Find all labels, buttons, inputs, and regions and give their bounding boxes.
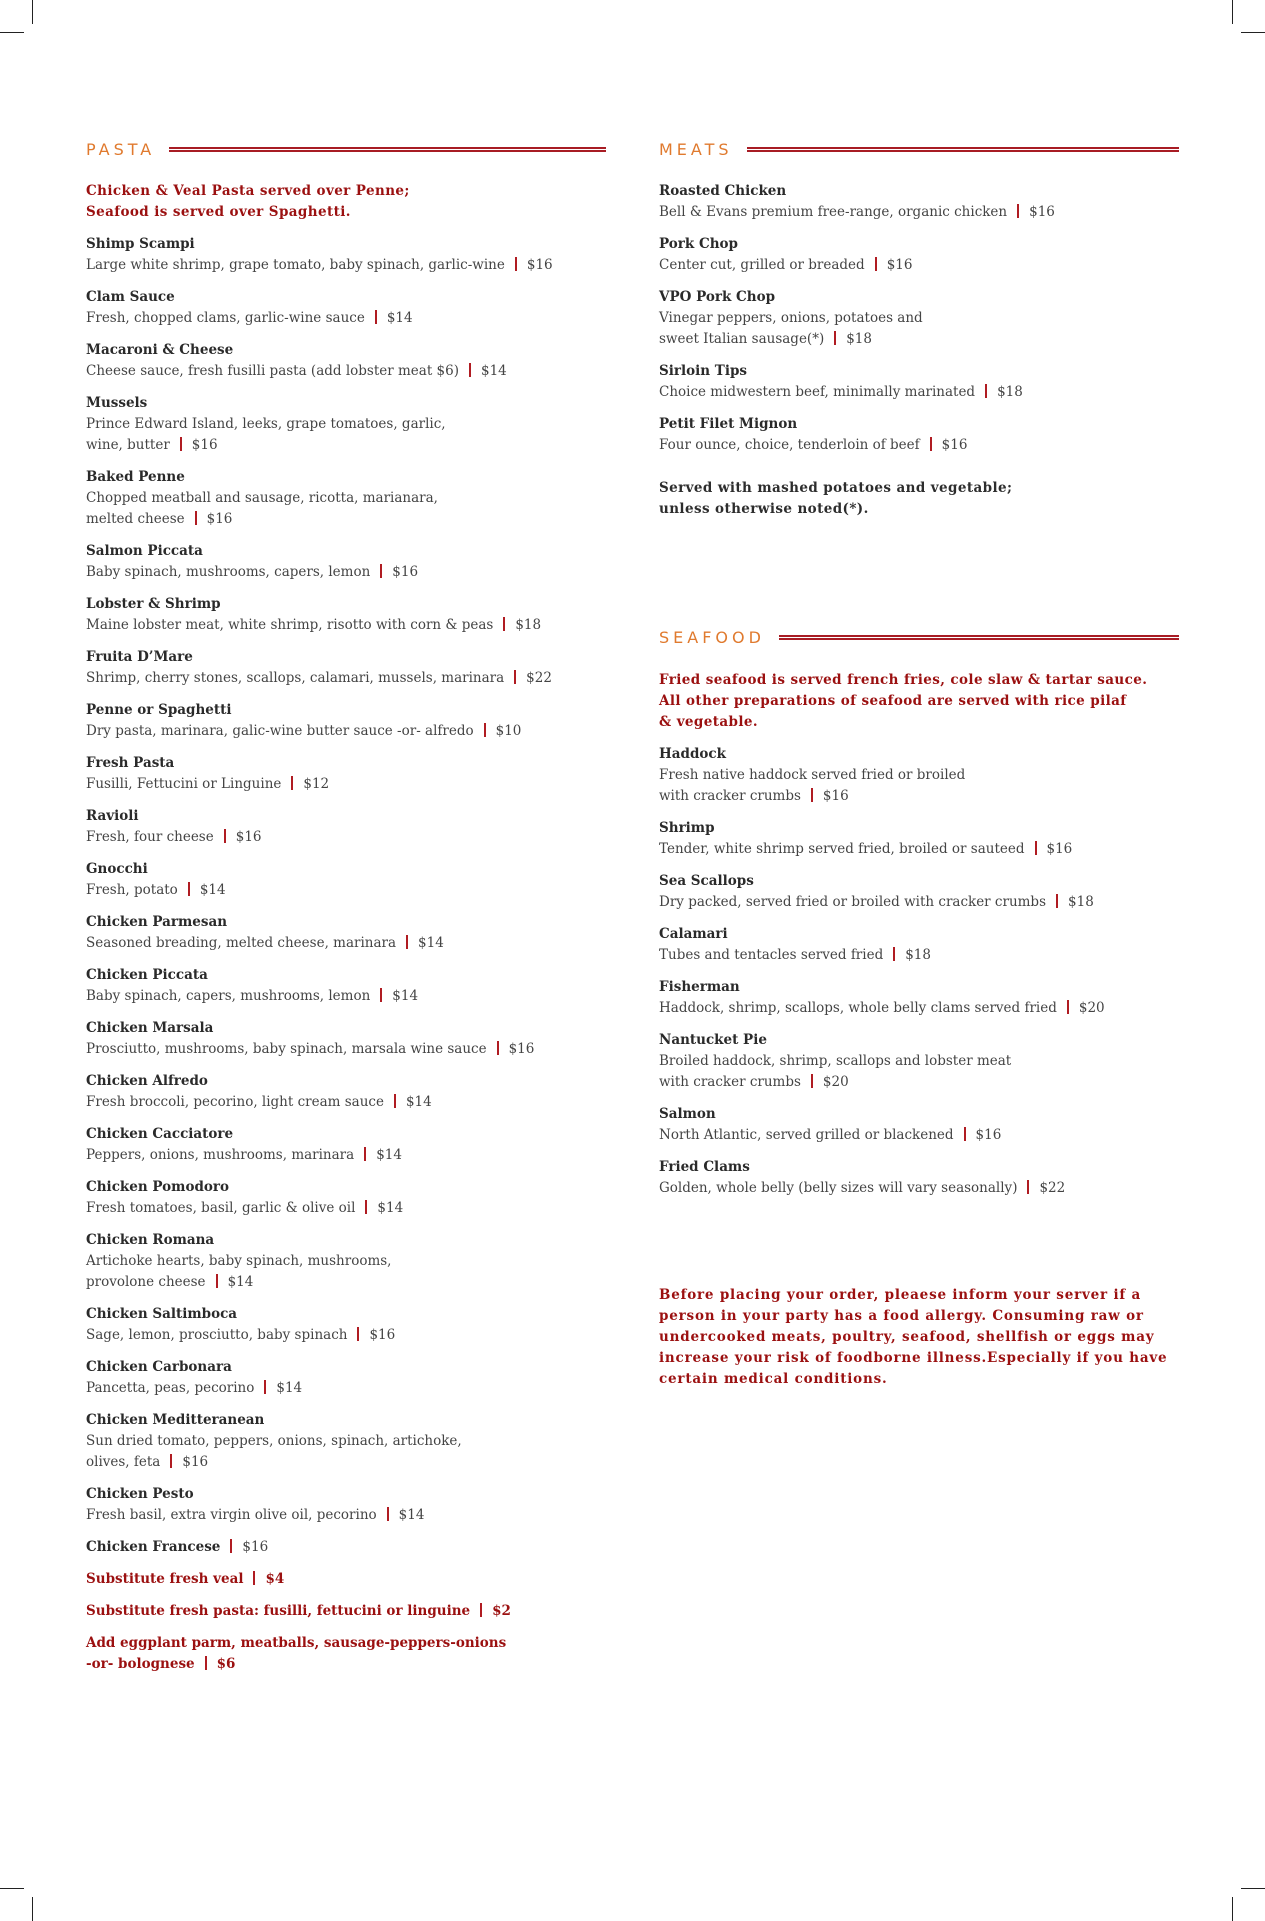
item-description-text: wine, butter xyxy=(86,437,170,453)
item-description xyxy=(659,1051,1179,1072)
item-description-text: melted cheese xyxy=(86,511,185,527)
item-description-text: Choice midwestern beef, minimally marinated xyxy=(659,384,976,400)
menu-item xyxy=(86,234,606,276)
allergy-notice: Before placing your order, pleaese inform your server if a person in your party has a food allergy. Consuming raw or undercooked meats, poultry, seafood, shellfish or eggs may increase your risk of foodborne illness.Especially if you have certain medical conditions. xyxy=(659,1287,1168,1387)
menu-item xyxy=(86,965,606,1007)
meats-header xyxy=(659,140,1179,159)
item-description xyxy=(86,1452,606,1473)
price-divider xyxy=(205,1656,207,1670)
price-divider xyxy=(188,882,190,896)
pasta-rule xyxy=(169,147,606,152)
item-description xyxy=(659,329,1179,350)
item-description xyxy=(86,1505,606,1526)
menu-item xyxy=(86,1071,606,1113)
item-name: Chicken Romana xyxy=(86,1232,215,1248)
menu-item xyxy=(659,924,1179,966)
item-price: $18 xyxy=(846,331,872,347)
item-price: $16 xyxy=(975,1127,1002,1143)
item-name: Fried Clams xyxy=(659,1159,750,1175)
menu-item xyxy=(659,361,1179,403)
item-price: $22 xyxy=(1039,1180,1066,1196)
pasta-extra-text: Substitute fresh pasta: fusilli, fettucini or linguine xyxy=(86,1603,471,1619)
item-description-text: Fresh tomatoes, basil, garlic & olive oil xyxy=(86,1200,356,1216)
menu-item xyxy=(86,467,606,530)
item-description-text: Golden, whole belly (belly sizes will vary seasonally) xyxy=(659,1180,1018,1196)
item-description-text: Fresh native haddock served fried or broiled xyxy=(659,767,966,783)
item-price: $14 xyxy=(392,988,419,1004)
crop-mark xyxy=(1232,1897,1233,1921)
menu-item xyxy=(86,541,606,583)
menu-item xyxy=(86,1230,606,1293)
seafood-rule xyxy=(779,635,1179,640)
crop-mark xyxy=(1241,1888,1265,1889)
price-divider xyxy=(480,1603,482,1617)
item-name: Shrimp xyxy=(659,820,715,836)
item-name: Lobster & Shrimp xyxy=(86,596,221,612)
item-description-text: Large white shrimp, grape tomato, baby spinach, garlic-wine xyxy=(86,257,505,273)
item-price: $18 xyxy=(997,384,1023,400)
price-divider xyxy=(216,1274,218,1288)
menu-item xyxy=(86,1177,606,1219)
item-description xyxy=(86,1198,606,1219)
price-divider xyxy=(364,1147,366,1161)
item-price: $10 xyxy=(495,723,522,739)
item-name: Chicken Cacciatore xyxy=(86,1126,234,1142)
item-price: $14 xyxy=(377,1200,404,1216)
price-divider xyxy=(484,723,486,737)
item-name: Calamari xyxy=(659,926,728,942)
price-divider xyxy=(406,935,408,949)
menu-item xyxy=(86,1304,606,1346)
menu-item xyxy=(659,181,1179,223)
menu-item xyxy=(659,414,1179,456)
item-description xyxy=(86,509,606,530)
price-divider xyxy=(357,1327,359,1341)
item-description xyxy=(86,1039,606,1060)
pasta-extra-text: -or- bolognese xyxy=(86,1656,195,1672)
item-description-text: Fresh, four cheese xyxy=(86,829,214,845)
item-name: Chicken Francese xyxy=(86,1539,221,1555)
price-divider xyxy=(291,776,293,790)
menu-item xyxy=(86,1124,606,1166)
menu-item xyxy=(659,287,1179,350)
item-price: $18 xyxy=(1068,894,1094,910)
pasta-extra-price: $4 xyxy=(265,1571,285,1587)
price-divider xyxy=(893,947,895,961)
price-divider xyxy=(224,829,226,843)
menu-item xyxy=(86,1357,606,1399)
item-description xyxy=(86,1325,606,1346)
price-divider xyxy=(811,1074,813,1088)
item-description-text: Maine lobster meat, white shrimp, risotto with corn & peas xyxy=(86,617,494,633)
item-description-text: Artichoke hearts, baby spinach, mushrooms, xyxy=(86,1253,392,1269)
item-price: $16 xyxy=(206,511,233,527)
price-divider xyxy=(195,511,197,525)
item-name: Salmon xyxy=(659,1106,716,1122)
item-description xyxy=(86,361,606,382)
crop-mark xyxy=(1241,32,1265,33)
item-description-text: Prince Edward Island, leeks, grape tomatoes, garlic, xyxy=(86,416,446,432)
price-divider xyxy=(514,670,516,684)
item-description xyxy=(659,1072,1179,1093)
item-description-text: olives, feta xyxy=(86,1454,161,1470)
menu-item xyxy=(659,871,1179,913)
item-name: Chicken Saltimboca xyxy=(86,1306,238,1322)
menu-item xyxy=(86,1484,606,1526)
item-description-text: Fresh, chopped clams, garlic-wine sauce xyxy=(86,310,365,326)
menu-item xyxy=(659,744,1179,807)
item-description-text: Four ounce, choice, tenderloin of beef xyxy=(659,437,920,453)
item-price: $16 xyxy=(235,829,262,845)
crop-mark xyxy=(32,0,33,24)
price-divider xyxy=(503,617,505,631)
item-name: Penne or Spaghetti xyxy=(86,702,232,718)
item-description-text: Center cut, grilled or breaded xyxy=(659,257,865,273)
item-price: $12 xyxy=(303,776,330,792)
price-divider xyxy=(253,1571,255,1585)
item-name: Baked Penne xyxy=(86,469,185,485)
item-description xyxy=(659,765,1179,786)
item-price: $20 xyxy=(822,1074,849,1090)
item-description xyxy=(86,1378,606,1399)
price-divider xyxy=(365,1200,367,1214)
price-divider xyxy=(380,988,382,1002)
item-name: Shimp Scampi xyxy=(86,236,195,252)
item-price: $14 xyxy=(398,1507,425,1523)
pasta-extra xyxy=(86,1633,606,1675)
item-price: $16 xyxy=(1029,204,1055,220)
price-divider xyxy=(170,1454,172,1468)
item-name: Roasted Chicken xyxy=(659,183,787,199)
price-divider xyxy=(230,1539,232,1553)
item-description xyxy=(659,892,1179,913)
item-description xyxy=(659,786,1179,807)
item-name: Gnocchi xyxy=(86,861,148,877)
menu-item-francese xyxy=(86,1537,606,1558)
item-price: $14 xyxy=(199,882,226,898)
meats-title: MEATS xyxy=(659,140,733,159)
menu-item xyxy=(659,1157,1179,1199)
item-description xyxy=(86,827,606,848)
item-description xyxy=(86,255,606,276)
menu-item xyxy=(86,806,606,848)
item-description-text: Sage, lemon, prosciutto, baby spinach xyxy=(86,1327,348,1343)
item-name: Pork Chop xyxy=(659,236,738,252)
item-price: $18 xyxy=(515,617,542,633)
menu-item xyxy=(86,753,606,795)
meats-note: Served with mashed potatoes and vegetable; unless otherwise noted(*). xyxy=(659,480,1013,517)
item-description-text: Seasoned breading, melted cheese, marinara xyxy=(86,935,397,951)
item-description xyxy=(659,1178,1179,1199)
item-description xyxy=(86,986,606,1007)
item-description-text: Dry pasta, marinara, galic-wine butter sauce -or- alfredo xyxy=(86,723,474,739)
item-price: $16 xyxy=(822,788,849,804)
item-description xyxy=(86,562,606,583)
item-description xyxy=(86,1145,606,1166)
price-divider xyxy=(380,564,382,578)
menu-item xyxy=(659,234,1179,276)
item-description xyxy=(86,774,606,795)
price-divider xyxy=(375,310,377,324)
item-name: Chicken Pomodoro xyxy=(86,1179,230,1195)
menu-item xyxy=(86,594,606,636)
meats-rule xyxy=(747,147,1179,152)
pasta-header xyxy=(86,140,606,159)
item-price: $16 xyxy=(242,1539,269,1555)
price-divider xyxy=(394,1094,396,1108)
pasta-extra xyxy=(86,1569,606,1590)
item-description-text: Baby spinach, mushrooms, capers, lemon xyxy=(86,564,371,580)
item-price: $16 xyxy=(886,257,913,273)
item-description xyxy=(86,1251,606,1272)
pasta-extra-price: $6 xyxy=(216,1656,236,1672)
price-divider xyxy=(497,1041,499,1055)
pasta-title: PASTA xyxy=(86,140,156,159)
item-price: $16 xyxy=(526,257,553,273)
seafood-note: Fried seafood is served french fries, cole slaw & tartar sauce. All other preparations of seafood are served with rice pilaf & vegetable. xyxy=(659,672,1148,730)
menu-item xyxy=(659,818,1179,860)
item-name: VPO Pork Chop xyxy=(659,289,776,305)
item-description xyxy=(659,839,1179,860)
item-description-text: Sun dried tomato, peppers, onions, spinach, artichoke, xyxy=(86,1433,462,1449)
menu-item xyxy=(659,977,1179,1019)
price-divider xyxy=(834,331,836,345)
item-description xyxy=(659,945,1179,966)
item-description-text: Pancetta, peas, pecorino xyxy=(86,1380,255,1396)
item-name: Salmon Piccata xyxy=(86,543,203,559)
item-name: Chicken Alfredo xyxy=(86,1073,208,1089)
pasta-extra-line xyxy=(86,1601,606,1622)
menu-item xyxy=(86,859,606,901)
item-description xyxy=(86,435,606,456)
pasta-extra-text: Substitute fresh veal xyxy=(86,1571,244,1587)
item-name: Sea Scallops xyxy=(659,873,754,889)
item-description xyxy=(659,382,1179,403)
item-price: $22 xyxy=(526,670,552,686)
item-description-text: sweet Italian sausage(*) xyxy=(659,331,825,347)
item-price: $18 xyxy=(905,947,931,963)
item-price: $16 xyxy=(392,564,419,580)
item-price: $16 xyxy=(508,1041,535,1057)
item-name: Nantucket Pie xyxy=(659,1032,767,1048)
item-price: $14 xyxy=(481,363,507,379)
item-description xyxy=(659,435,1179,456)
item-description-text: Vinegar peppers, onions, potatoes and xyxy=(659,310,923,326)
price-divider xyxy=(985,384,987,398)
item-description-text: with cracker crumbs xyxy=(659,788,801,804)
item-price: $14 xyxy=(405,1094,432,1110)
item-name: Fruita D’Mare xyxy=(86,649,193,665)
item-description xyxy=(86,1092,606,1113)
price-divider xyxy=(811,788,813,802)
crop-mark xyxy=(1232,0,1233,24)
item-name: Chicken Carbonara xyxy=(86,1359,232,1375)
menu-item xyxy=(86,647,606,689)
item-name: Chicken Pesto xyxy=(86,1486,194,1502)
item-name: Chicken Piccata xyxy=(86,967,208,983)
menu-item xyxy=(659,1104,1179,1146)
item-price: $16 xyxy=(369,1327,396,1343)
item-price: $14 xyxy=(276,1380,303,1396)
item-description-text: Fresh basil, extra virgin olive oil, pecorino xyxy=(86,1507,377,1523)
crop-mark xyxy=(0,1888,24,1889)
item-description xyxy=(659,202,1179,223)
item-price: $16 xyxy=(191,437,218,453)
item-description-text: Baby spinach, capers, mushrooms, lemon xyxy=(86,988,371,1004)
item-description-text: Cheese sauce, fresh fusilli pasta (add lobster meat $6) xyxy=(86,363,459,379)
seafood-header xyxy=(659,628,1179,647)
item-description-text: provolone cheese xyxy=(86,1274,206,1290)
crop-mark xyxy=(0,32,24,33)
item-name: Chicken Marsala xyxy=(86,1020,214,1036)
item-description xyxy=(86,615,606,636)
item-description xyxy=(659,1125,1179,1146)
item-description xyxy=(86,1272,606,1293)
item-description-text: Broiled haddock, shrimp, scallops and lobster meat xyxy=(659,1053,1012,1069)
item-description xyxy=(86,488,606,509)
seafood-title: SEAFOOD xyxy=(659,628,765,647)
item-name: Macaroni & Cheese xyxy=(86,342,234,358)
item-description-text: Tender, white shrimp served fried, broiled or sauteed xyxy=(659,841,1025,857)
menu-item xyxy=(86,287,606,329)
item-description-text: with cracker crumbs xyxy=(659,1074,801,1090)
item-description xyxy=(659,255,1179,276)
price-divider xyxy=(515,257,517,271)
item-description xyxy=(86,721,606,742)
pasta-extra-line xyxy=(86,1569,606,1590)
item-description-text: Haddock, shrimp, scallops, whole belly clams served fried xyxy=(659,1000,1057,1016)
menu-item xyxy=(86,1410,606,1473)
item-price: $14 xyxy=(386,310,413,326)
price-divider xyxy=(1056,894,1058,908)
item-price: $20 xyxy=(1078,1000,1105,1016)
pasta-extra-price: $2 xyxy=(492,1603,511,1619)
price-divider xyxy=(875,257,877,271)
menu-item xyxy=(659,1030,1179,1093)
item-name: Fresh Pasta xyxy=(86,755,175,771)
price-divider xyxy=(964,1127,966,1141)
item-description xyxy=(86,933,606,954)
crop-mark xyxy=(32,1897,33,1921)
item-name: Haddock xyxy=(659,746,726,762)
menu-item xyxy=(86,340,606,382)
pasta-extra-line xyxy=(86,1654,606,1675)
item-description-text: Peppers, onions, mushrooms, marinara xyxy=(86,1147,355,1163)
price-divider xyxy=(387,1507,389,1521)
item-description-text: Shrimp, cherry stones, scallops, calamari, mussels, marinara xyxy=(86,670,505,686)
price-divider xyxy=(930,437,932,451)
item-name: Fisherman xyxy=(659,979,740,995)
price-divider xyxy=(1067,1000,1069,1014)
menu-item xyxy=(86,1018,606,1060)
pasta-note: Chicken & Veal Pasta served over Penne; Seafood is served over Spaghetti. xyxy=(86,183,410,220)
item-description-text: Fresh, potato xyxy=(86,882,178,898)
item-description xyxy=(86,414,606,435)
price-divider xyxy=(469,363,471,377)
item-description-text: Fresh broccoli, pecorino, light cream sauce xyxy=(86,1094,384,1110)
item-price: $14 xyxy=(376,1147,402,1163)
item-name: Mussels xyxy=(86,395,148,411)
item-name: Clam Sauce xyxy=(86,289,175,305)
item-description-text: Prosciutto, mushrooms, baby spinach, marsala wine sauce xyxy=(86,1041,487,1057)
price-divider xyxy=(264,1380,266,1394)
item-price: $14 xyxy=(227,1274,254,1290)
pasta-extra-line xyxy=(86,1633,606,1654)
item-description-text: Tubes and tentacles served fried xyxy=(659,947,884,963)
item-description xyxy=(86,308,606,329)
item-name: Petit Filet Mignon xyxy=(659,416,798,432)
item-name: Ravioli xyxy=(86,808,139,824)
item-description xyxy=(86,880,606,901)
price-divider xyxy=(1035,841,1037,855)
menu-item xyxy=(86,393,606,456)
item-name: Chicken Meditteranean xyxy=(86,1412,265,1428)
price-divider xyxy=(1017,204,1019,218)
item-description xyxy=(659,998,1179,1019)
item-description-text: Bell & Evans premium free-range, organic chicken xyxy=(659,204,1008,220)
item-description xyxy=(86,1431,606,1452)
item-price: $16 xyxy=(941,437,968,453)
menu-item xyxy=(86,912,606,954)
item-description-text: Chopped meatball and sausage, ricotta, marianara, xyxy=(86,490,438,506)
item-price: $16 xyxy=(182,1454,209,1470)
item-name: Sirloin Tips xyxy=(659,363,747,379)
item-price: $16 xyxy=(1046,841,1073,857)
pasta-extra-text: Add eggplant parm, meatballs, sausage-peppers-onions xyxy=(86,1635,507,1651)
item-description-text: Dry packed, served fried or broiled with cracker crumbs xyxy=(659,894,1047,910)
item-description xyxy=(86,668,606,689)
item-name: Chicken Parmesan xyxy=(86,914,228,930)
pasta-extra xyxy=(86,1601,606,1622)
item-description xyxy=(659,308,1179,329)
item-description-text: North Atlantic, served grilled or blackened xyxy=(659,1127,954,1143)
price-divider xyxy=(1027,1180,1029,1194)
item-price: $14 xyxy=(418,935,444,951)
menu-item xyxy=(86,700,606,742)
item-description-text: Fusilli, Fettucini or Linguine xyxy=(86,776,282,792)
price-divider xyxy=(180,437,182,451)
